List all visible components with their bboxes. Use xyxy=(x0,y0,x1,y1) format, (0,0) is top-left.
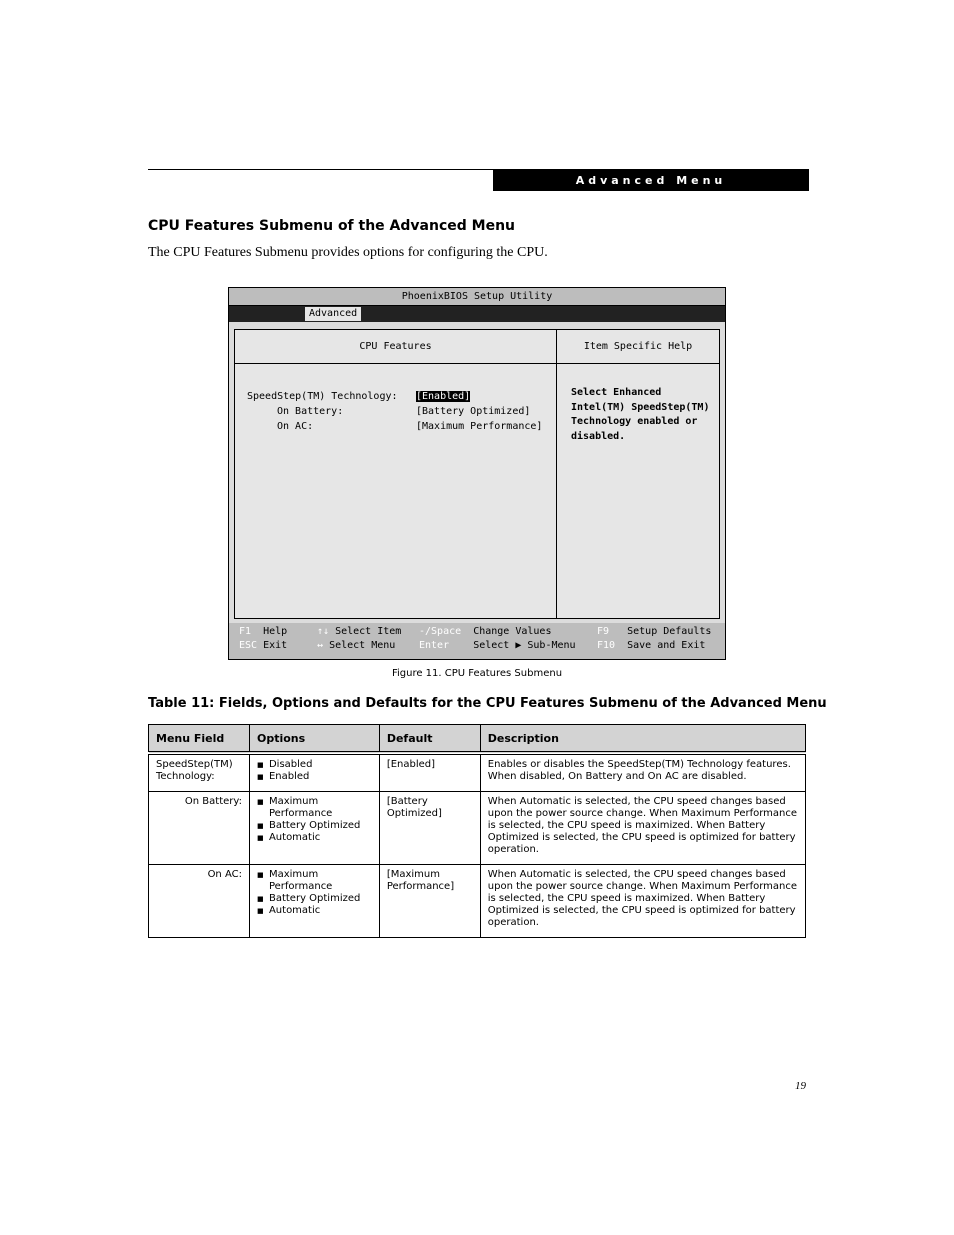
table-header-row xyxy=(149,725,806,754)
default-cell: [Enabled] xyxy=(379,753,480,792)
options-cell xyxy=(249,792,379,865)
bios-item-value[interactable]: [Battery Optimized] xyxy=(416,406,531,417)
bios-item-value[interactable]: [Enabled] xyxy=(416,391,471,402)
updown-key: ↑↓ xyxy=(317,626,330,637)
footer-save-exit xyxy=(597,640,705,651)
table-title: Table 11: Fields, Options and Defaults for the CPU Features Submenu of the Advanced Menu xyxy=(148,696,827,711)
figure-caption: Figure 11. CPU Features Submenu xyxy=(391,668,563,679)
bios-left-header: CPU Features xyxy=(235,330,556,364)
description-cell: Enables or disables the SpeedStep(TM) Technology features. When disabled, On Battery and On AC are disabled. xyxy=(480,753,805,792)
option-item: ■ Automatic xyxy=(257,832,372,844)
description-cell: When Automatic is selected, the CPU speed changes based upon the power source change. When Maximum Performance is selected, the CPU speed is maximized. When Battery Optimized is selected, the CPU speed is optimized for battery operation. xyxy=(480,792,805,865)
menu-field-cell: On AC: xyxy=(149,865,250,938)
section-tab: Advanced Menu xyxy=(493,169,809,191)
bios-main-panel xyxy=(234,329,720,619)
column-header: Default xyxy=(379,725,480,754)
default-cell: [Maximum Performance] xyxy=(379,865,480,938)
option-item: ■ Battery Optimized xyxy=(257,893,372,905)
column-header: Description xyxy=(480,725,805,754)
f1-key: F1 xyxy=(239,626,252,637)
table-row xyxy=(149,753,806,792)
leftright-label: Select Menu xyxy=(329,640,396,651)
enter-key: Enter xyxy=(419,640,450,651)
f1-label: Help xyxy=(263,626,288,637)
option-item: ■ Maximum Performance xyxy=(257,796,372,820)
footer-setup-defaults xyxy=(597,626,711,637)
column-header: Options xyxy=(249,725,379,754)
updown-label: Select Item xyxy=(335,626,402,637)
footer-sub-menu xyxy=(419,640,576,651)
bios-item-label: SpeedStep(TM) Technology: xyxy=(247,391,398,402)
bios-panel-divider xyxy=(556,330,557,618)
section-title: CPU Features Submenu of the Advanced Menu xyxy=(148,218,516,234)
bios-screenshot xyxy=(228,287,726,660)
bios-footer xyxy=(229,623,725,659)
intro-paragraph: The CPU Features Submenu provides options for configuring the CPU. xyxy=(148,245,548,260)
enter-label: Select ▶ Sub-Menu xyxy=(473,640,576,651)
leftright-key: ↔ xyxy=(317,640,324,651)
table-row xyxy=(149,865,806,938)
esc-key: ESC xyxy=(239,640,258,651)
f9-key: F9 xyxy=(597,626,610,637)
column-header: Menu Field xyxy=(149,725,250,754)
option-item: ■ Battery Optimized xyxy=(257,820,372,832)
footer-exit xyxy=(239,640,287,651)
space-label: Change Values xyxy=(473,626,552,637)
options-cell xyxy=(249,865,379,938)
f10-label: Save and Exit xyxy=(627,640,706,651)
f10-key: F10 xyxy=(597,640,616,651)
options-table xyxy=(148,724,806,938)
f9-label: Setup Defaults xyxy=(627,626,712,637)
bios-item-value[interactable]: [Maximum Performance] xyxy=(416,421,543,432)
footer-select-item xyxy=(317,626,401,637)
header-rule xyxy=(148,169,493,170)
page-number: 19 xyxy=(795,1080,806,1092)
footer-change-values xyxy=(419,626,551,637)
default-cell: [Battery Optimized] xyxy=(379,792,480,865)
options-cell xyxy=(249,753,379,792)
bios-title: PhoenixBIOS Setup Utility xyxy=(229,288,725,306)
esc-label: Exit xyxy=(263,640,288,651)
bios-help-text: Select Enhanced Intel(TM) SpeedStep(TM) Technology enabled or disabled. xyxy=(571,387,710,442)
menu-field-cell: On Battery: xyxy=(149,792,250,865)
description-cell: When Automatic is selected, the CPU speed changes based upon the power source change. When Maximum Performance is selected, the CPU speed is maximized. When Battery Optimized is selected, the CPU speed is optimized for battery operation. xyxy=(480,865,805,938)
bios-item-label: On Battery: xyxy=(277,406,344,417)
option-item: ■ Enabled xyxy=(257,771,372,783)
option-item: ■ Disabled xyxy=(257,759,372,771)
footer-help xyxy=(239,626,287,637)
bios-menu-bar xyxy=(229,306,725,322)
menu-field-cell: SpeedStep(TM) Technology: xyxy=(149,753,250,792)
option-item: ■ Automatic xyxy=(257,905,372,917)
footer-select-menu xyxy=(317,640,395,651)
space-key: -/Space xyxy=(419,626,462,637)
bios-right-header: Item Specific Help xyxy=(557,330,719,364)
table-row xyxy=(149,792,806,865)
bios-item-label: On AC: xyxy=(277,421,314,432)
bios-menu-advanced[interactable]: Advanced xyxy=(305,307,361,321)
option-item: ■ Maximum Performance xyxy=(257,869,372,893)
